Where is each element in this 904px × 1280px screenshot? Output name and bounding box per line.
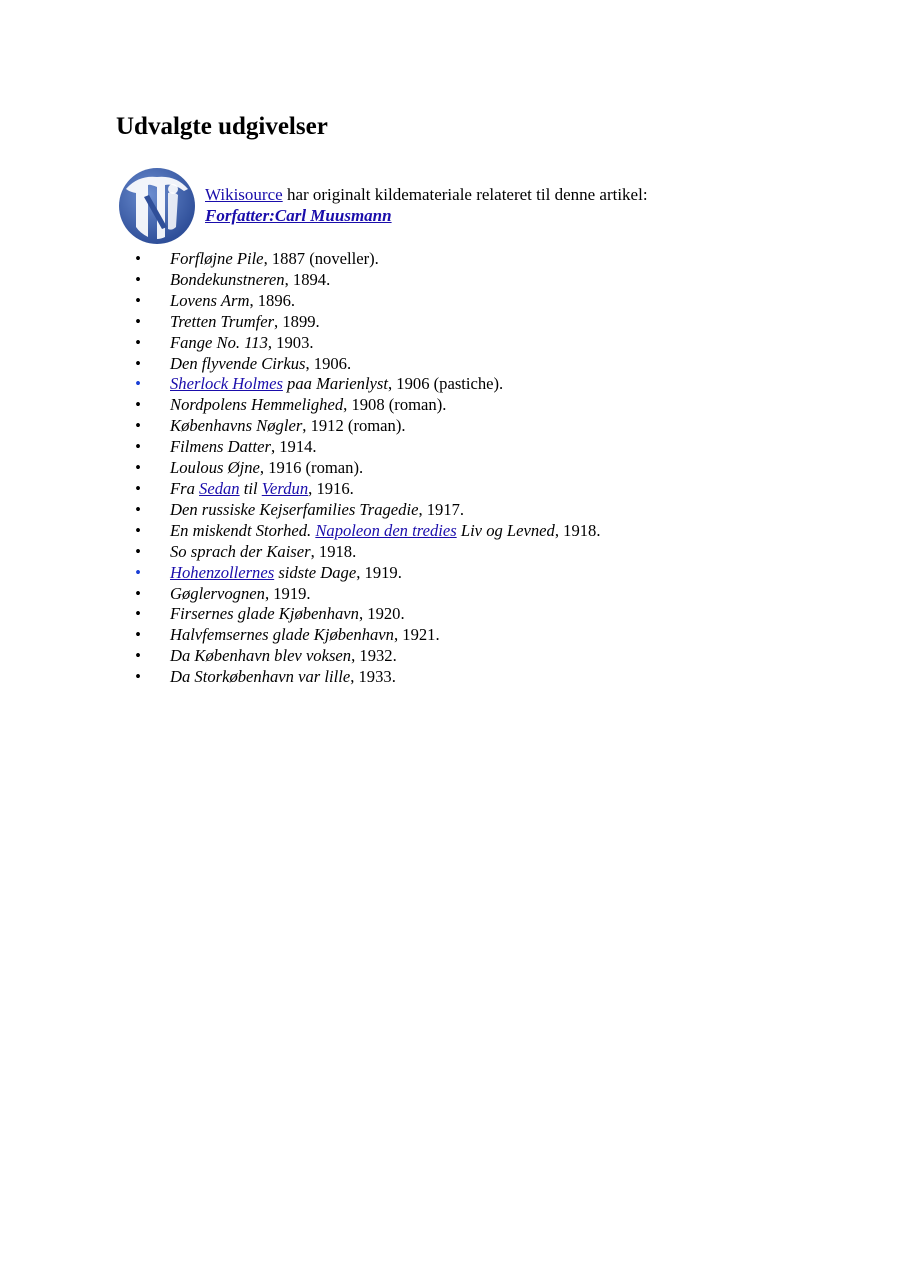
bullet-icon: • <box>135 458 141 478</box>
work-title: Halvfemsernes glade Kjøbenhavn <box>170 625 394 645</box>
work-details: , 1916 (roman). <box>259 458 364 478</box>
work-details: , 1932. <box>351 646 397 666</box>
work-item <box>116 542 856 563</box>
bullet-icon: • <box>135 562 141 582</box>
section-heading: Udvalgte udgivelser <box>116 113 328 140</box>
bullet-icon: • <box>135 374 141 394</box>
work-details: , 1917. <box>418 499 465 519</box>
work-details: , 1914. <box>270 437 317 457</box>
work-item <box>116 584 856 605</box>
work-item <box>116 395 856 416</box>
work-item <box>116 563 856 584</box>
works-list <box>116 249 856 688</box>
wikisource-description: har originalt kildemateriale relateret til denne artikel: <box>282 185 648 204</box>
work-details: , 1933. <box>350 667 396 687</box>
work-title: Bondekunstneren <box>170 269 285 289</box>
bullet-icon: • <box>135 395 141 415</box>
work-details: , 1894. <box>284 269 331 289</box>
work-item <box>116 270 856 291</box>
work-item <box>116 500 856 521</box>
work-title: sidste Dage <box>274 562 357 582</box>
work-item <box>116 479 856 500</box>
work-title: Liv og Levned <box>456 520 555 540</box>
work-details: , 1916. <box>308 478 354 498</box>
work-title: Forfløjne Pile <box>170 249 264 268</box>
work-details: , 1918. <box>310 541 357 561</box>
work-details: , 1921. <box>393 625 440 645</box>
wikisource-logo-icon <box>118 167 196 245</box>
work-title: Firsernes glade Kjøbenhavn <box>170 604 359 624</box>
work-details: , 1906 (pastiche). <box>388 374 504 394</box>
work-details: , 1918. <box>554 520 601 540</box>
bullet-icon: • <box>135 583 141 603</box>
work-details: , 1908 (roman). <box>343 395 447 415</box>
work-details: , 1899. <box>274 311 320 331</box>
work-link[interactable]: Verdun <box>261 478 309 498</box>
work-title: Filmens Datter <box>170 437 271 457</box>
bullet-icon: • <box>135 249 141 268</box>
work-title: Nordpolens Hemmelighed <box>170 395 344 415</box>
bullet-icon: • <box>135 437 141 457</box>
work-item <box>116 437 856 458</box>
work-item <box>116 249 856 270</box>
work-item <box>116 416 856 437</box>
work-details: , 1919. <box>264 583 311 603</box>
bullet-icon: • <box>135 520 141 540</box>
bullet-icon: • <box>135 625 141 645</box>
work-details: , 1920. <box>358 604 405 624</box>
bullet-icon: • <box>135 646 141 666</box>
work-link[interactable]: Hohenzollernes <box>170 562 275 582</box>
work-title: Den flyvende Cirkus <box>170 353 306 373</box>
work-item <box>116 354 856 375</box>
work-item <box>116 521 856 542</box>
work-link[interactable]: Napoleon den tredies <box>315 520 457 540</box>
work-details: , 1912 (roman). <box>302 416 406 436</box>
bullet-icon: • <box>135 604 141 624</box>
work-item <box>116 291 856 312</box>
work-title: So sprach der Kaiser <box>170 541 311 561</box>
work-details: , 1903. <box>267 332 314 352</box>
work-item <box>116 667 856 688</box>
work-title: Fange No. 113 <box>170 332 268 352</box>
work-title: Københavns Nøgler <box>170 416 303 436</box>
bullet-icon: • <box>135 332 141 352</box>
work-link[interactable]: Sherlock Holmes <box>170 374 283 394</box>
work-title: Tretten Trumfer <box>170 311 275 331</box>
work-item <box>116 458 856 479</box>
work-item <box>116 333 856 354</box>
work-title: Fra <box>170 478 200 498</box>
bullet-icon: • <box>135 416 141 436</box>
wikisource-text <box>205 184 648 226</box>
bullet-icon: • <box>135 290 141 310</box>
bullet-icon: • <box>135 269 141 289</box>
bullet-icon: • <box>135 478 141 498</box>
page <box>116 108 856 688</box>
bullet-icon: • <box>135 541 141 561</box>
wikisource-link[interactable]: Wikisource <box>205 185 283 204</box>
work-title: En miskendt Storhed. <box>170 520 316 540</box>
work-title: paa Marienlyst <box>282 374 388 394</box>
work-item <box>116 604 856 625</box>
work-link[interactable]: Sedan <box>199 478 240 498</box>
bullet-icon: • <box>135 311 141 331</box>
bullet-icon: • <box>135 667 141 687</box>
work-details: , 1919. <box>356 562 402 582</box>
work-title: Gøglervognen <box>170 583 265 603</box>
work-title: Da Storkøbenhavn var lille <box>170 667 351 687</box>
work-details: , 1896. <box>249 290 296 310</box>
work-title: Da København blev voksen <box>170 646 352 666</box>
work-title: til <box>239 478 262 498</box>
work-details: , 1906. <box>305 353 352 373</box>
bullet-icon: • <box>135 499 141 519</box>
work-title: Loulous Øjne <box>170 458 260 478</box>
work-details: , 1887 (noveller). <box>263 249 379 268</box>
work-item <box>116 374 856 395</box>
work-item <box>116 312 856 333</box>
bullet-icon: • <box>135 353 141 373</box>
work-title: Lovens Arm <box>170 290 250 310</box>
work-item <box>116 646 856 667</box>
work-title: Den russiske Kejserfamilies Tragedie <box>170 499 419 519</box>
work-item <box>116 625 856 646</box>
wikisource-box <box>116 167 856 249</box>
author-link[interactable]: Forfatter:Carl Muusmann <box>205 206 392 225</box>
